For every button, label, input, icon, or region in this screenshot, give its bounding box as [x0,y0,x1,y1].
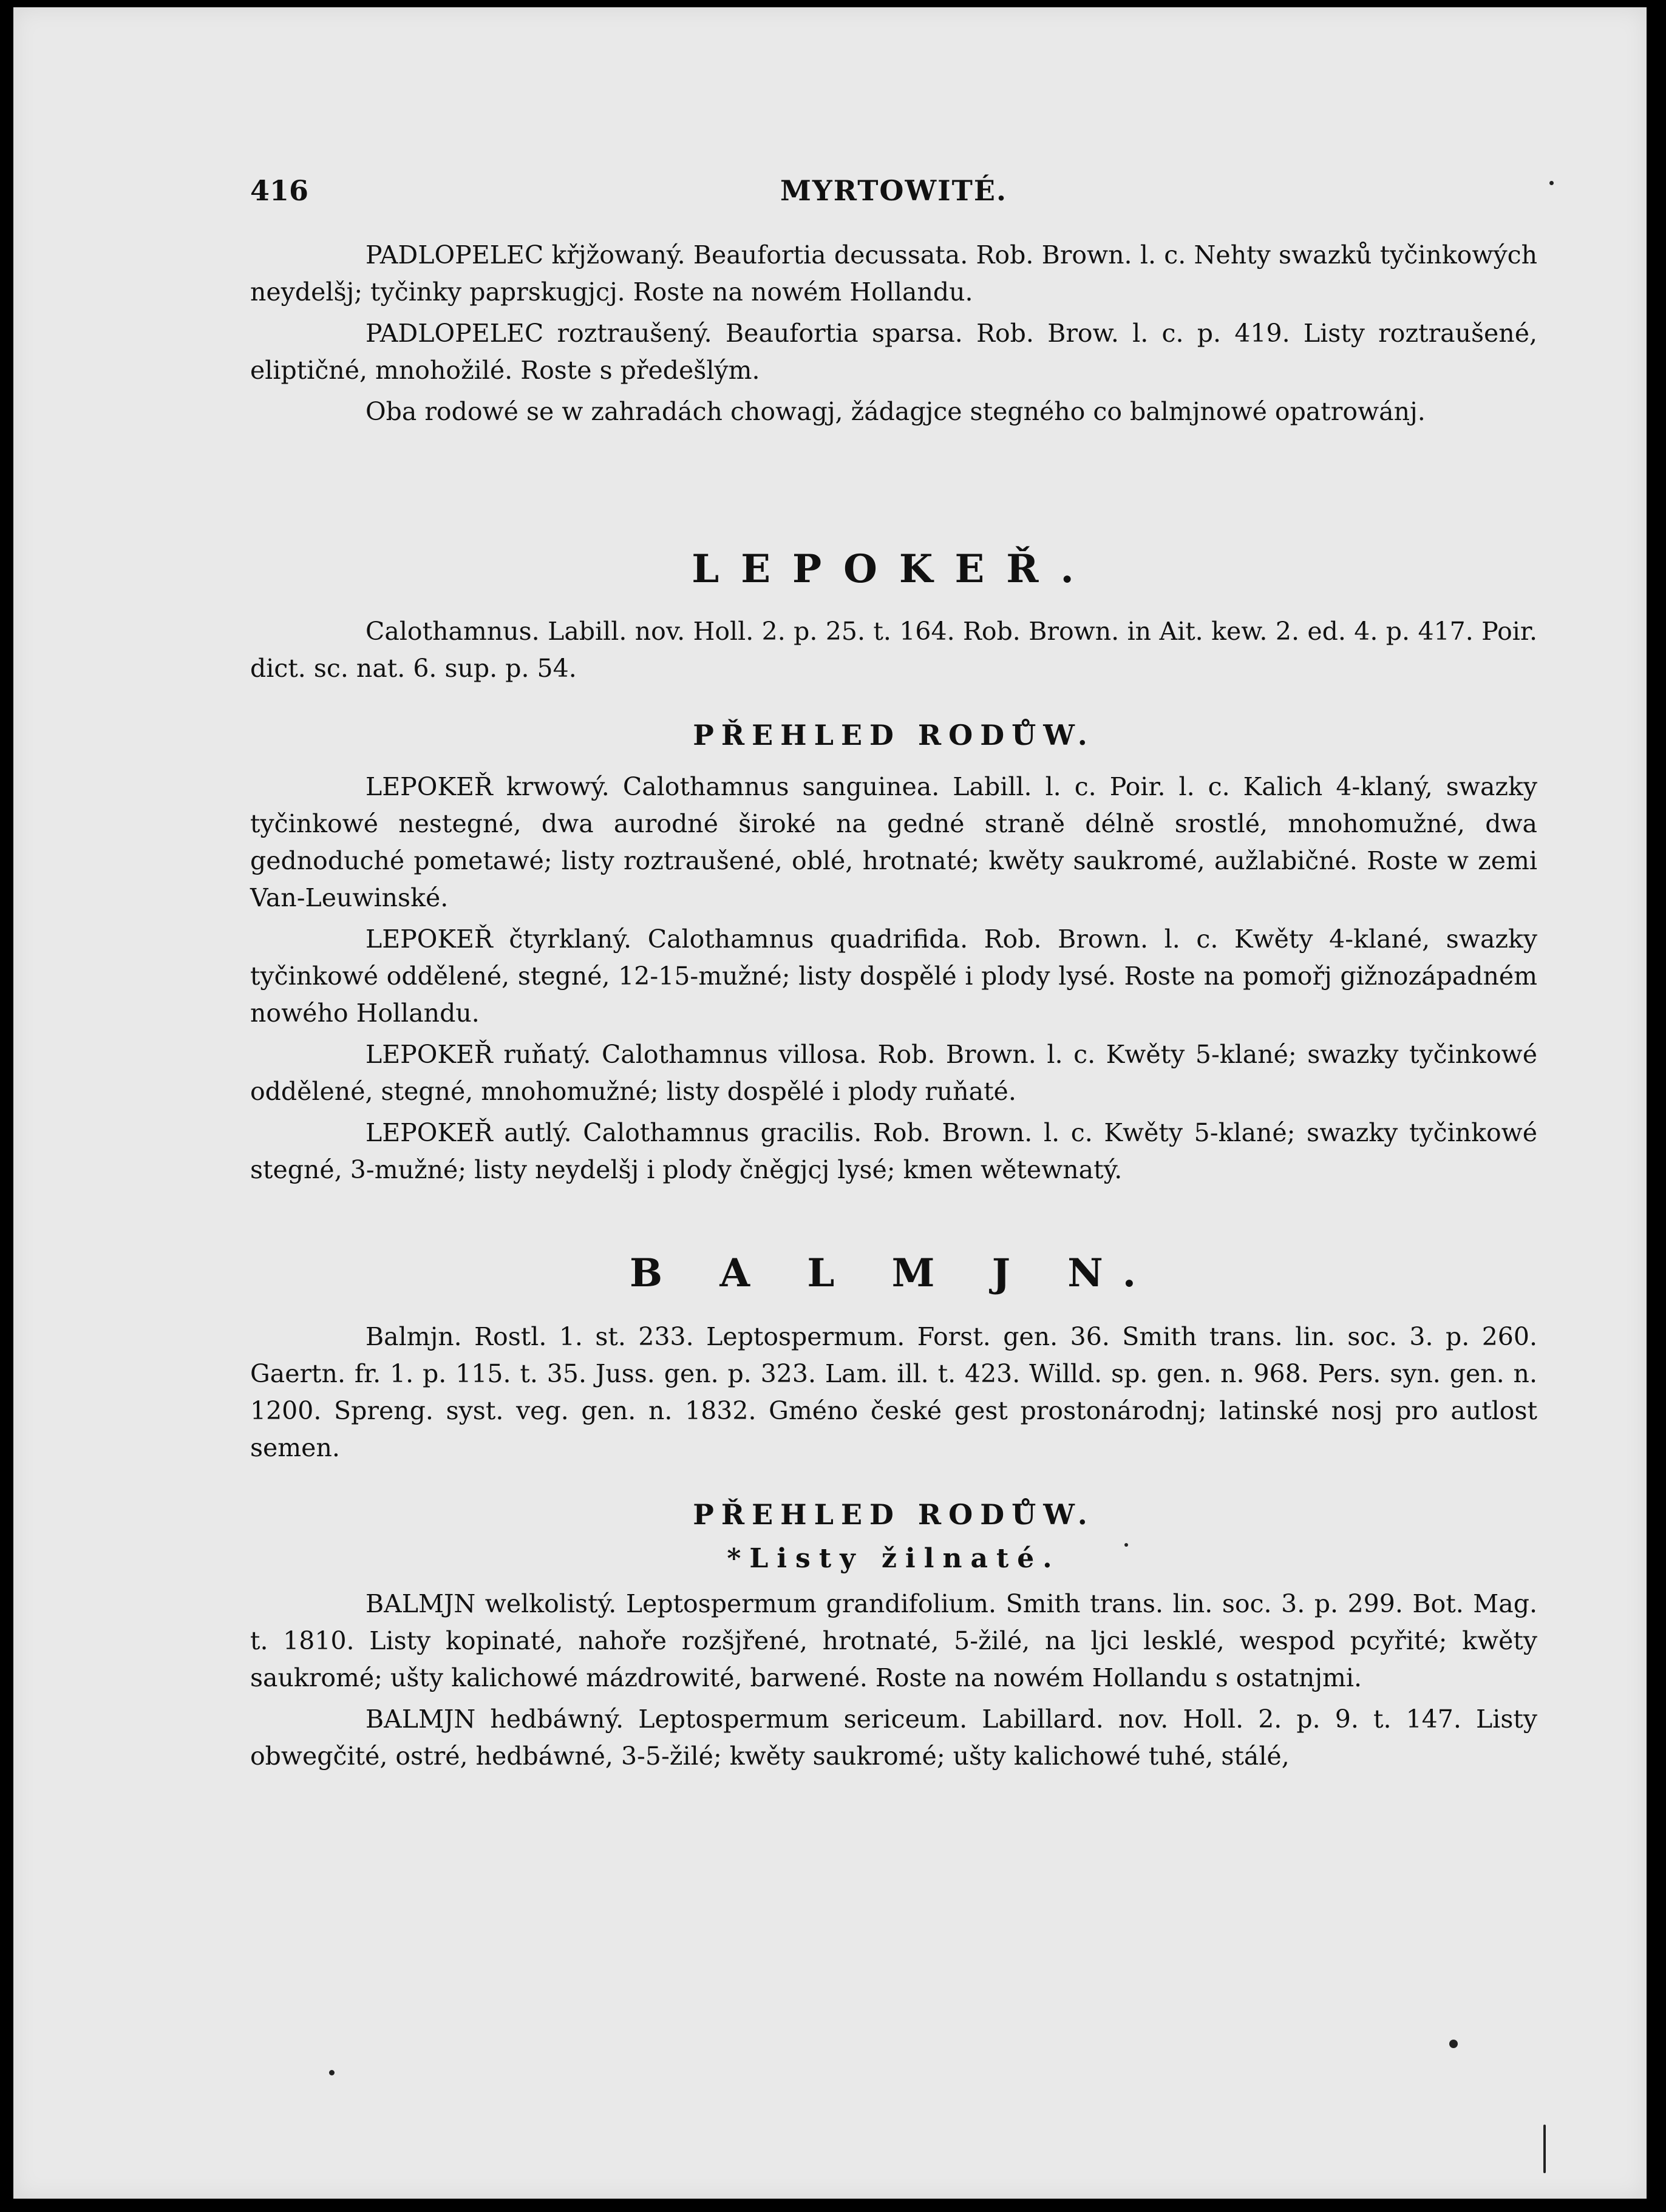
balmjn-overview-heading: PŘEHLED RODŮW. [693,1498,1095,1531]
reference-text: Calothamnus. Labill. nov. Holl. 2. p. 25. t. 164. Rob. Brown. in Ait. kew. 2. ed. 4. p. 417. Poir. dict. sc. nat. 6. sup. p. 54. [250,617,1537,683]
paper-scratch [1543,2125,1546,2173]
lepoker-overview-heading: PŘEHLED RODŮW. [693,719,1095,751]
balmjn-species-list [250,1586,1537,1779]
paper-speck [1449,2040,1458,2048]
lepoker-reference [250,613,1537,691]
species-entry: LEPOKEŘ autlý. Calothamnus gracilis. Rob. Brown. l. c. Kwěty 5-klané; swazky tyčinkowé stegné, 3-mužné; listy neydelšj i plody čněgjcj lysé; kmen wětewnatý. [250,1118,1537,1184]
species-entry: BALMJN hedbáwný. Leptospermum sericeum. Labillard. nov. Holl. 2. p. 9. t. 147. Listy obwegčité, ostré, hedbáwné, 3-5-žilé; kwěty saukromé; ušty kalichowé tuhé, stálé, [250,1705,1537,1771]
reference-text: Balmjn. Rostl. 1. st. 233. Leptospermum. Forst. gen. 36. Smith trans. lin. soc. 3. p. 260. Gaertn. fr. 1. p. 115. t. 35. Juss. gen. p. 323. Lam. ill. t. 423. Willd. sp. gen. n. 968. Pers. syn. gen. n. 1200. Spreng. syst. veg. gen. n. 1832. Gméno české gest prostonárodnj; latinské nosj pro autlost semen. [250,1322,1537,1462]
subsection-heading: *Listy žilnaté. [727,1543,1061,1574]
genus-heading-lepoker: LEPOKEŘ. [692,546,1096,592]
book-page [13,7,1647,2199]
paper-speck [1549,181,1554,185]
balmjn-reference [250,1318,1537,1471]
running-title: MYRTOWITÉ. [780,174,1007,207]
paper-speck [1124,1543,1128,1547]
species-entry: LEPOKEŘ krwowý. Calothamnus sanguinea. Labill. l. c. Poir. l. c. Kalich 4-klaný, swazky tyčinkowé nestegné, dwa aurodné široké na gedné straně délně srostlé, mnohomužné, dwa gednoduché pometawé; listy roztraušené, oblé, hrotnaté; kwěty saukromé, aužlabičné. Roste w zemi Van-Leuwinské. [250,772,1537,912]
running-header [250,174,1537,217]
paragraph-padlopelec-krizowany: PADLOPELEC křjžowaný. Beaufortia decussata. Rob. Brown. l. c. Nehty swazků tyčinkowých neydelšj; tyčinky paprskugjcj. Roste na nowém Hollandu. [250,240,1537,307]
paper-speck [329,2070,335,2075]
intro-section [250,237,1537,435]
species-entry: BALMJN welkolistý. Leptospermum grandifolium. Smith trans. lin. soc. 3. p. 299. Bot. Mag. t. 1810. Listy kopinaté, nahoře rozšjřené, hrotnaté, 5-žilé, na ljci lesklé, wespod pcyřité; kwěty saukromé; ušty kalichowé mázdrowité, barwené. Roste na nowém Hollandu s ostatnjmi. [250,1589,1537,1692]
page-number: 416 [250,174,309,207]
species-entry: LEPOKEŘ čtyrklaný. Calothamnus quadrifida. Rob. Brown. l. c. Kwěty 4-klané, swazky tyčinkowé oddělené, stegné, 12-15-mužné; listy dospělé i plody lysé. Roste na pomořj gižnozápadném nowého Hollandu. [250,924,1537,1028]
lepoker-species-list [250,768,1537,1193]
paragraph-padlopelec-roztrauseny: PADLOPELEC roztraušený. Beaufortia sparsa. Rob. Brow. l. c. p. 419. Listy roztraušené, eliptičné, mnohožilé. Roste s předešlým. [250,319,1537,385]
genus-heading-balmjn: B A L M J N. [630,1250,1158,1296]
paragraph-cultivation-note: Oba rodowé se w zahradách chowagj, žádagjce stegného co balmjnowé opatrowánj. [365,397,1426,426]
species-entry: LEPOKEŘ ruňatý. Calothamnus villosa. Rob. Brown. l. c. Kwěty 5-klané; swazky tyčinkowé oddělené, stegné, mnohomužné; listy dospělé i plody ruňaté. [250,1040,1537,1106]
